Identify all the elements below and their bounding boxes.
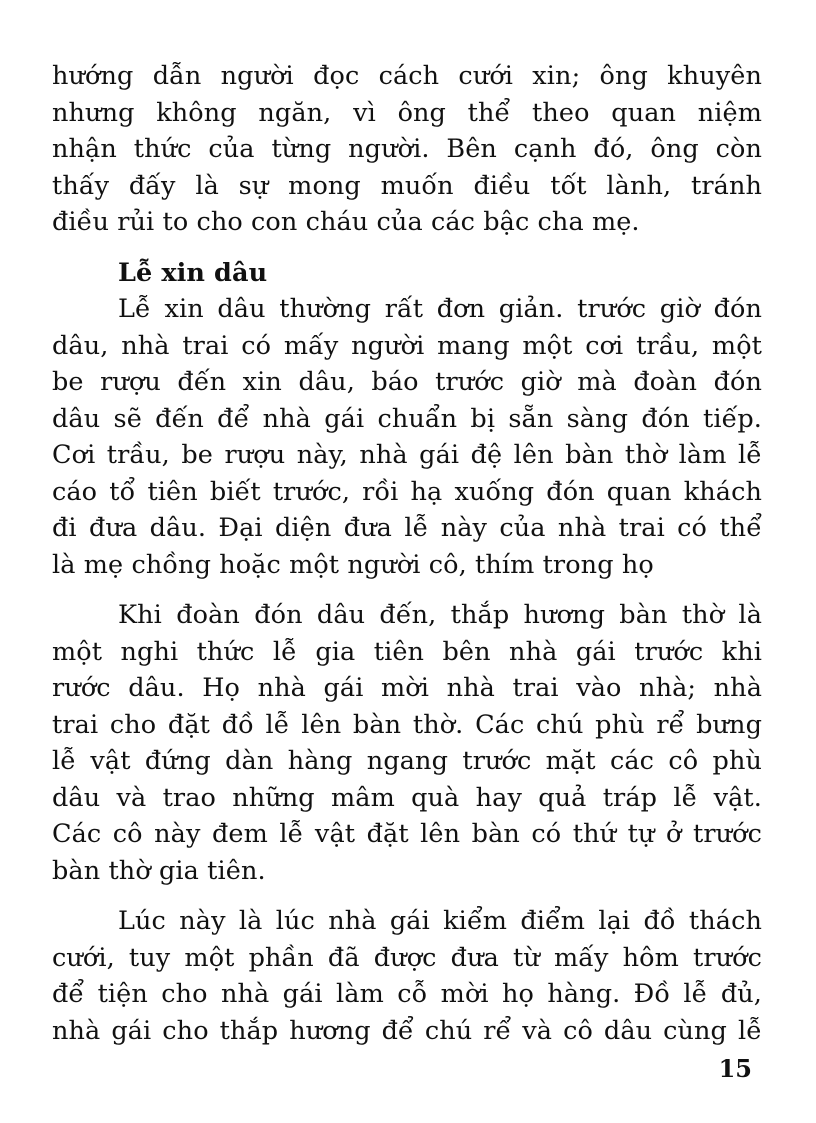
section-heading: Lễ xin dâu [118, 257, 268, 288]
text-line: để tiện cho nhà gái làm cỗ mời họ hàng. Đồ lễ đủ, [52, 979, 762, 1009]
text-line: Các cô này đem lễ vật đặt lên bàn có thứ tự ở trước [52, 819, 762, 849]
text-line: nhận thức của từng người. Bên cạnh đó, ông còn [52, 134, 762, 164]
text-line: đi đưa dâu. Đại diện đưa lễ này của nhà trai có thể [52, 513, 762, 543]
text-line: Lúc này là lúc nhà gái kiểm điểm lại đồ thách [118, 906, 762, 936]
page-body [52, 58, 762, 1049]
text-line: rước dâu. Họ nhà gái mời nhà trai vào nhà; nhà [52, 673, 762, 703]
paragraph-xin-dau [52, 291, 762, 583]
text-line: trai cho đặt đồ lễ lên bàn thờ. Các chú phù rể bưng [52, 709, 762, 740]
text-line: là mẹ chồng hoặc một người cô, thím trong họ [52, 549, 654, 580]
text-line: điều rủi to cho con cháu của các bậc cha mẹ. [52, 207, 640, 237]
text-line: Cơi trầu, be rượu này, nhà gái đệ lên bàn thờ làm lễ [52, 440, 762, 470]
paragraph-thach-cuoi [52, 903, 762, 1049]
text-line: thấy đấy là sự mong muốn điều tốt lành, tránh [52, 170, 762, 201]
text-line: bàn thờ gia tiên. [52, 855, 266, 886]
text-line: một nghi thức lễ gia tiên bên nhà gái trước khi [52, 636, 762, 667]
text-line: nhưng không ngăn, vì ông thể theo quan niệm [52, 97, 762, 128]
text-line: cưới, tuy một phần đã được đưa từ mấy hôm trước [52, 942, 762, 973]
text-line: be rượu đến xin dâu, báo trước giờ mà đoàn đón [52, 367, 762, 397]
text-line: lễ vật đứng dàn hàng ngang trước mặt các cô phù [52, 746, 762, 776]
text-line: Lễ xin dâu thường rất đơn giản. trước giờ đón [118, 294, 762, 324]
text-line: hướng dẫn người đọc cách cưới xin; ông khuyên [52, 61, 762, 91]
text-line: dâu sẽ đến để nhà gái chuẩn bị sẵn sàng đón tiếp. [52, 403, 762, 434]
page-number: 15 [718, 1054, 752, 1083]
paragraph-intro [52, 58, 762, 241]
text-line: nhà gái cho thắp hương để chú rể và cô dâu cùng lễ [52, 1015, 762, 1046]
text-line: cáo tổ tiên biết trước, rồi hạ xuống đón quan khách [52, 476, 762, 507]
text-line: Khi đoàn đón dâu đến, thắp hương bàn thờ là [118, 600, 762, 630]
text-line: dâu, nhà trai có mấy người mang một cơi trầu, một [52, 330, 762, 361]
text-line: dâu và trao những mâm quà hay quả tráp lễ vật. [52, 782, 762, 813]
paragraph-don-dau [52, 597, 762, 889]
